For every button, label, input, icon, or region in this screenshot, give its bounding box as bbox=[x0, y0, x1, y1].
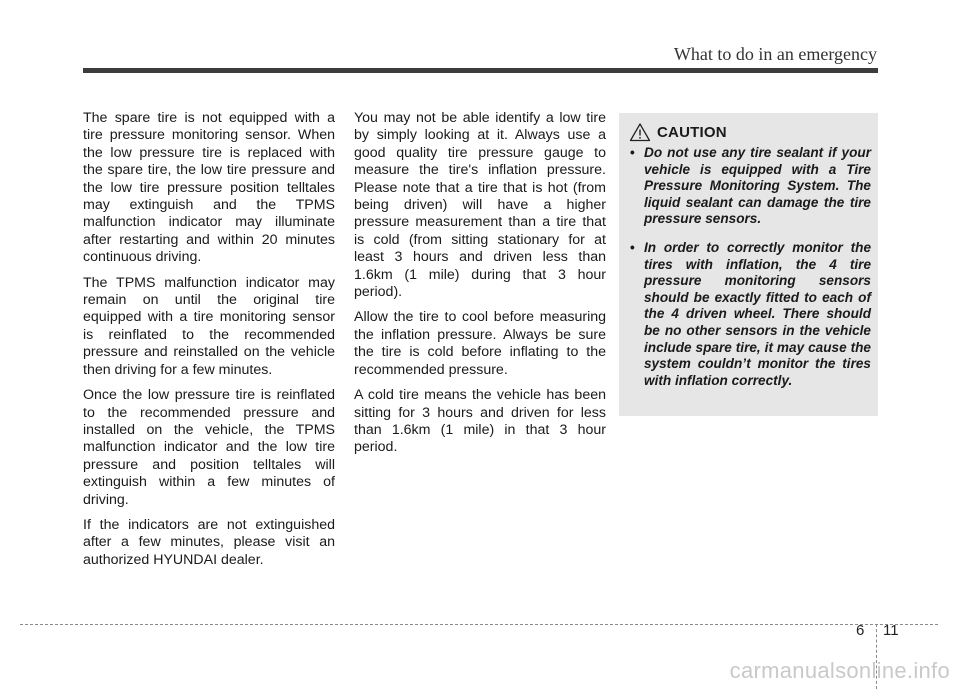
paragraph: Allow the tire to cool before measuring the inflation pressure. Always be sure the tire is cold before inflating to the recommended pressure. bbox=[354, 309, 606, 378]
watermark: carmanualsonline.info bbox=[729, 658, 950, 683]
text-column-middle bbox=[354, 110, 606, 465]
paragraph: The spare tire is not equipped with a tire pressure monitoring sensor. When the low pressure tire is replaced with the spare tire, the low tire pressure and the low tire pressure position telltales may extinguish and the TPMS malfunction indicator may illuminate after restarting and within 20 minutes continuous driving. bbox=[83, 110, 335, 266]
bullet: • bbox=[630, 239, 635, 255]
footer-rule bbox=[20, 624, 938, 625]
caution-item bbox=[629, 145, 871, 228]
caution-box bbox=[619, 113, 878, 416]
section-title: What to do in an emergency bbox=[673, 44, 877, 64]
paragraph: You may not be able identify a low tire by simply looking at it. Always use a good quality tire pressure gauge to measure the tire's inflation pressure. Please note that a tire that is hot (from being driven) will have a higher pressure measurement than a tire that is cold (from sitting stationary for at least 3 hours and driven less than 1.6km (1 mile) during that 3 hour period). bbox=[354, 110, 606, 301]
paragraph: A cold tire means the vehicle has been sitting for 3 hours and driven for less than 1.6km (1 mile) in that 3 hour period. bbox=[354, 387, 606, 456]
caution-item bbox=[629, 240, 871, 389]
paragraph: The TPMS malfunction indicator may remain on until the original tire equipped with a tire monitoring sensor is reinflated to the recommended pressure and reinstalled on the vehicle then driving for a few minutes. bbox=[83, 274, 335, 378]
page-number: 11 bbox=[883, 622, 899, 639]
caution-item-text: Do not use any tire sealant if your vehicle is equipped with a Tire Pressure Monitoring System. The liquid sealant can damage the tire pressure sensors. bbox=[644, 145, 871, 227]
caution-header bbox=[629, 122, 727, 142]
caution-item-text: In order to correctly monitor the tires with inflation, the 4 tire pressure monitoring sensors should be exactly fitted to each of the 4 driven wheel. There should be no other sensors in the vehicle include spare tire, it may cause the system couldn’t monitor the tires with inflation correctly. bbox=[644, 239, 871, 388]
caution-title: CAUTION bbox=[657, 123, 727, 141]
paragraph: If the indicators are not extinguished after a few minutes, please visit an authorized HYUNDAI dealer. bbox=[83, 516, 335, 568]
warning-triangle-icon bbox=[629, 122, 651, 142]
paragraph: Once the low pressure tire is reinflated to the recommended pressure and installed on the vehicle, the TPMS malfunction indicator and the low tire pressure and position telltales will extinguish within a few minutes of driving. bbox=[83, 387, 335, 508]
chapter-number: 6 bbox=[856, 622, 865, 639]
text-column-left bbox=[83, 110, 335, 577]
caution-list bbox=[629, 145, 871, 401]
bullet: • bbox=[630, 145, 635, 160]
header-rule bbox=[83, 68, 878, 73]
